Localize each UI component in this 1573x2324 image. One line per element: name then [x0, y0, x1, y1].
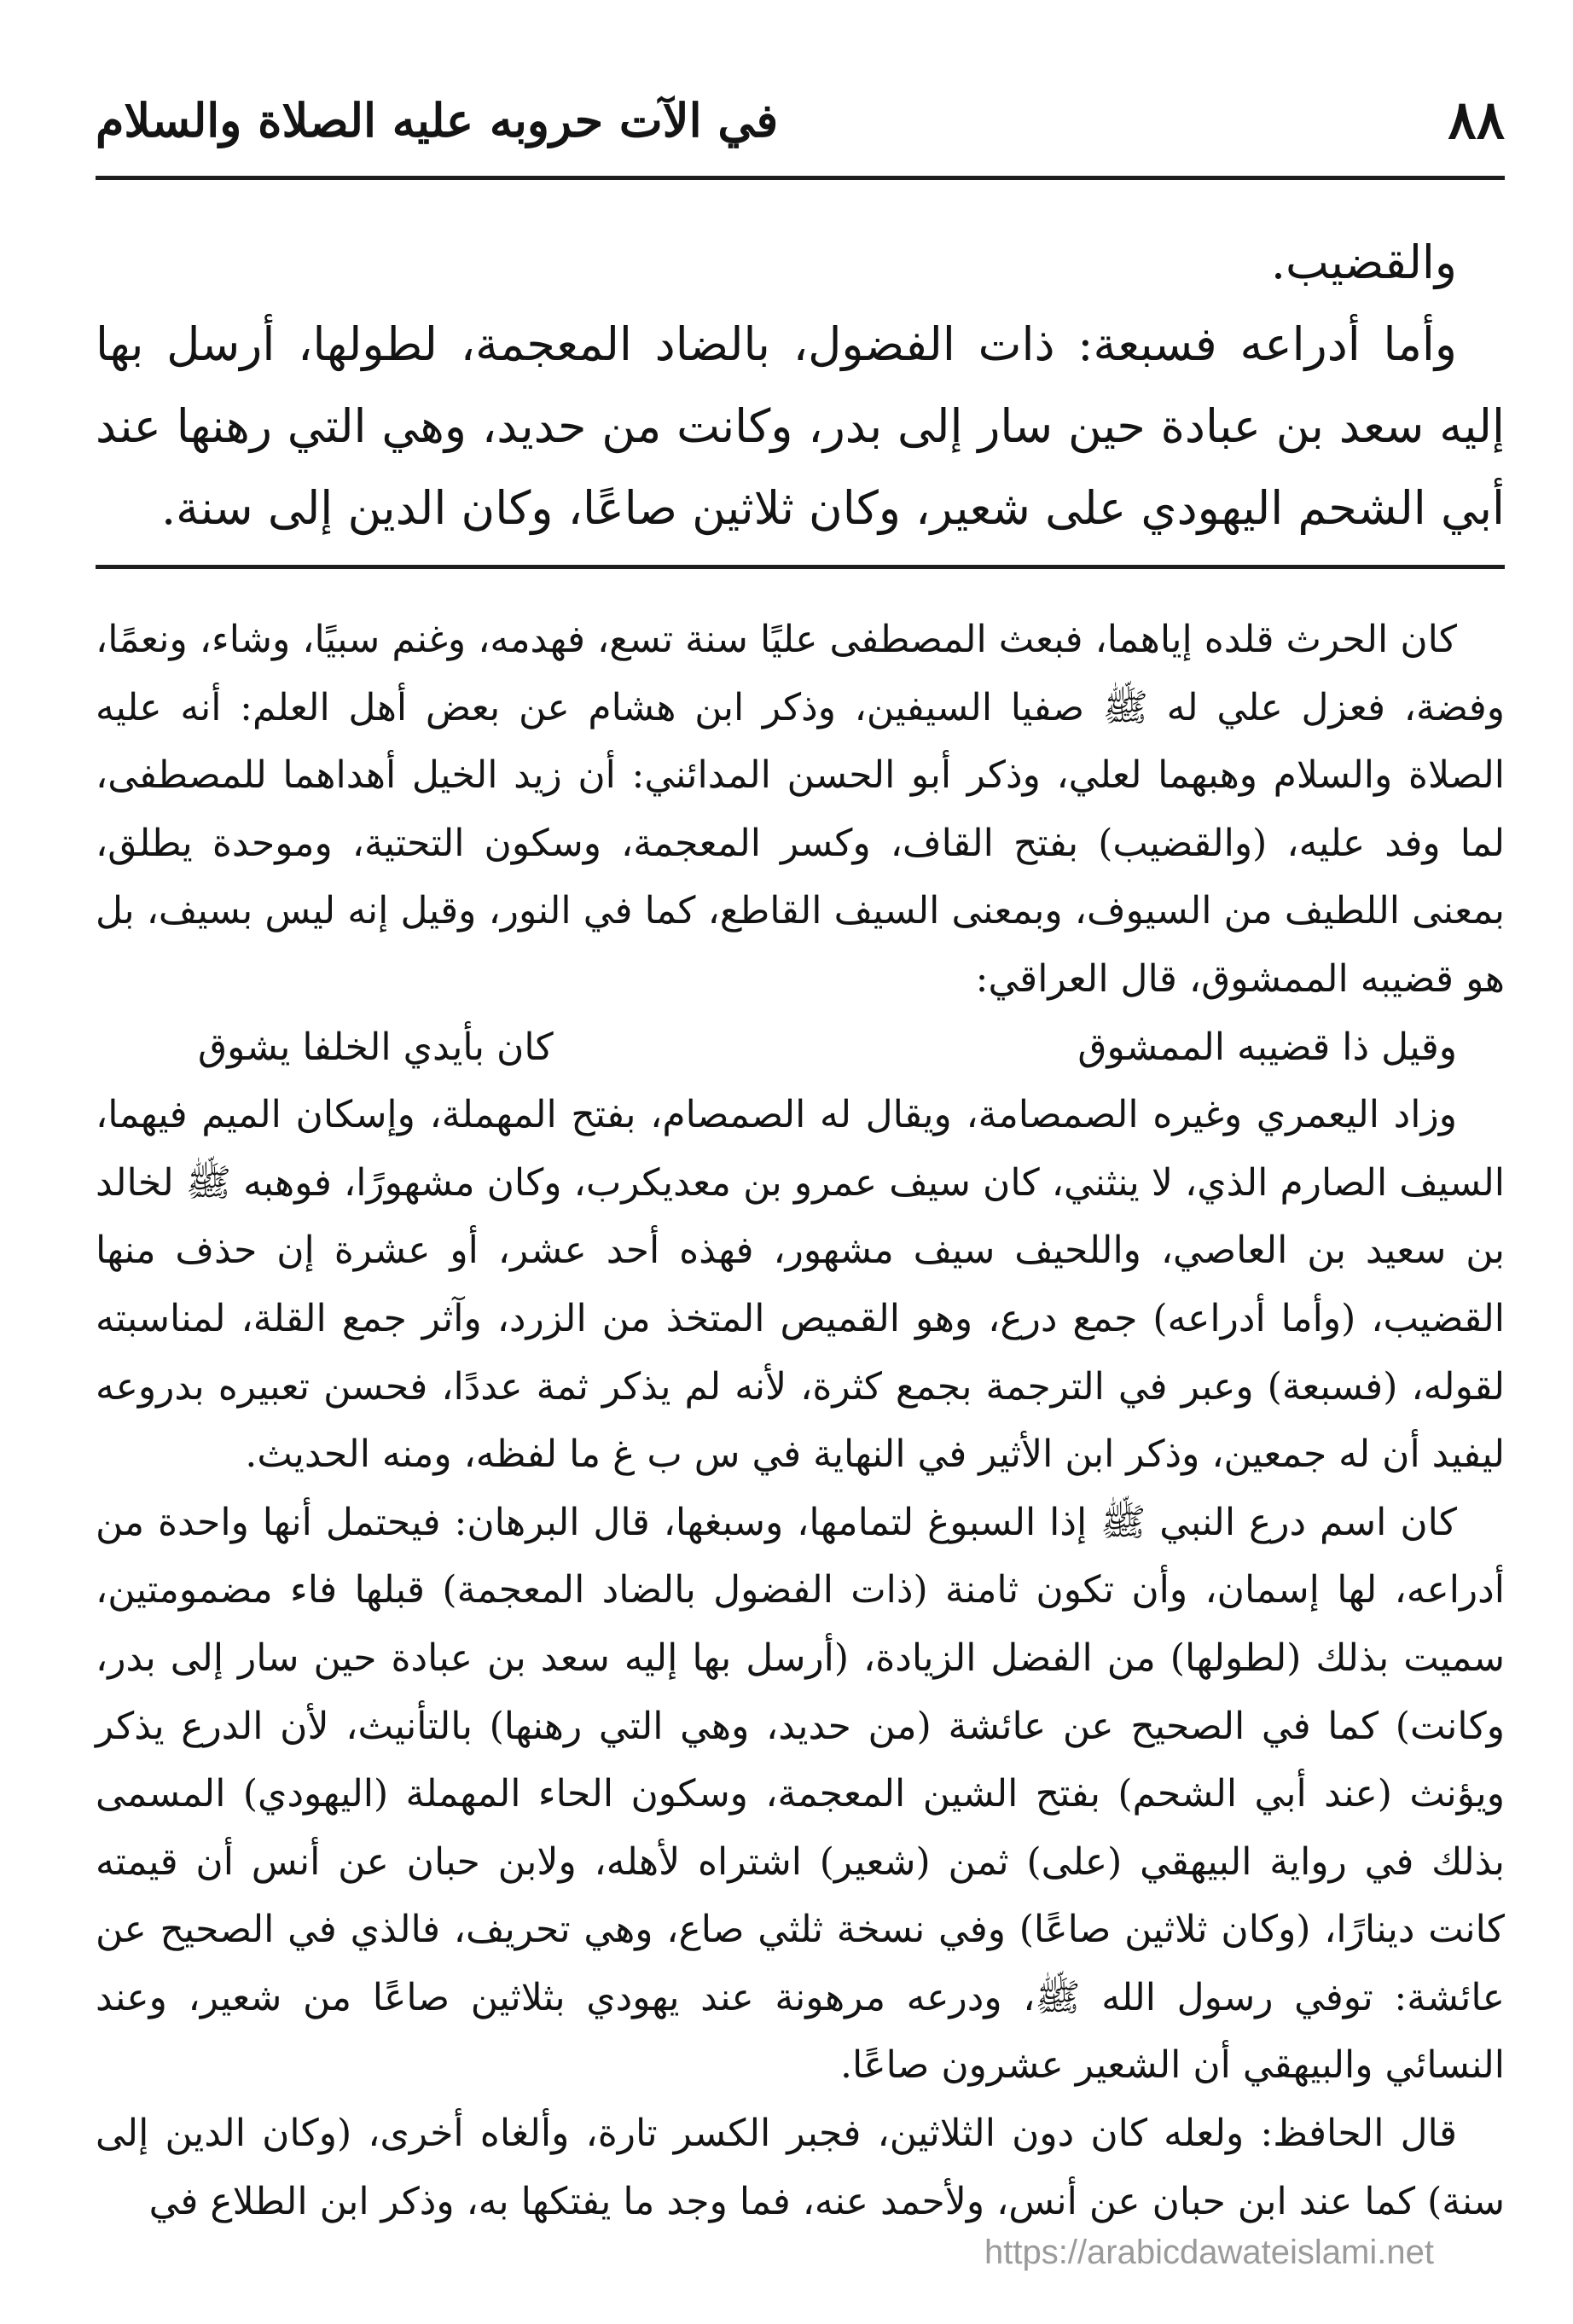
page-header [96, 82, 1505, 176]
commentary-paragraph-3: كان اسم درع النبي ﷺ إذا السبوغ لتمامها، وسبغها، قال البرهان: فيحتمل أنها واحدة من أدراعه، لها إسمان، وأن تكون ثامنة (ذات الفضول بالضاد المعجمة) قبلها فاء مضمومتين، سميت بذلك (لطولها) من الفضل الزيادة، (أرسل بها إليه سعد بن عبادة حين سار إلى بدر، وكانت) كما في الصحيح عن عائشة (من حديد، وهي التي رهنها) بالتأنيث، لأن الدرع يذكر ويؤنث (عند أبي الشحم) بفتح الشين المعجمة، وسكون الحاء المهملة (اليهودي) المسمى بذلك في رواية البيهقي (على) ثمن (شعير) اشتراه لأهله، ولابن حبان عن أنس أن قيمته كانت دينارًا، (وكان ثلاثين صاعًا) وفي نسخة ثلثي صاع، وهي تحريف، فالذي في الصحيح عن عائشة: توفي رسول الله ﷺ، ودرعه مرهونة عند يهودي بثلاثين صاعًا من شعير، وعند النسائي والبيهقي أن الشعير عشرون صاعًا. [96, 1500, 1505, 2088]
commentary-paragraph-1: كان الحرث قلده إياهما، فبعث المصطفى عليًا سنة تسع، فهدمه، وغنم سبيًا، وشاء، ونعمًا، وفضة، فعزل علي له ﷺ صفيا السيفين، وذكر ابن هشام عن بعض أهل العلم: أنه عليه الصلاة والسلام وهبهما لعلي، وذكر أبو الحسن المدائني: أن زيد الخيل أهداهما للمصطفى، لما وفد عليه، (والقضيب) بفتح القاف، وكسر المعجمة، وسكون التحتية، وموحدة يطلق، بمعنى اللطيف من السيوف، وبمعنى السيف القاطع، كما في النور، وقيل إنه ليس بسيف، بل هو قضيبه الممشوق، قال العراقي: [96, 618, 1505, 1001]
page-number: ٨٨ [1448, 89, 1505, 151]
commentary-paragraph-2: وزاد اليعمري وغيره الصمصامة، ويقال له الصمصام، بفتح المهملة، وإسكان الميم فيهما، السيف الصارم الذي، لا ينثني، كان سيف عمرو بن معديكرب، وكان مشهورًا، فوهبه ﷺ لخالد بن سعيد بن العاصي، واللحيف سيف مشهور، فهذه أحد عشر، أو عشرة إن حذف منها القضيب، (وأما أدراعه) جمع درع، وهو القميص المتخذ من الزرد، وآثر جمع القلة، لمناسبته لقوله، (فسبعة) وعبر في الترجمة بجمع كثرة، لأنه لم يذكر ثمة عددًا، فحسن تعبيره بدروعه ليفيد أن له جمعين، وذكر ابن الأثير في النهاية في س ب غ ما لفظه، ومنه الحديث. [96, 1093, 1505, 1477]
commentary-separator [96, 565, 1505, 569]
header-rule [96, 176, 1505, 180]
main-text-paragraph: وأما أدراعه فسبعة: ذات الفضول، بالضاد المعجمة، لطولها، أرسل بها إليه سعد بن عبادة حين سار إلى بدر، وكانت من حديد، وهي التي رهنها عند أبي الشحم اليهودي على شعير، وكان ثلاثين صاعًا، وكان الدين إلى سنة. [96, 317, 1505, 535]
main-text-opening: والقضيب. [1270, 235, 1457, 289]
poem-verse [96, 1014, 1505, 1082]
running-title: في الآت حروبه عليه الصلاة والسلام [96, 93, 779, 148]
commentary-text [96, 606, 1505, 2235]
verse-first-hemistich: وقيل ذا قضيبه الممشوق [1077, 1025, 1457, 1069]
verse-second-hemistich: كان بأيدي الخلفا يشوق [198, 1025, 554, 1069]
source-watermark: https://arabicdawateislami.net [984, 2234, 1434, 2271]
main-text [96, 222, 1505, 549]
commentary-paragraph-4: قال الحافظ: ولعله كان دون الثلاثين، فجبر الكسر تارة، وألغاه أخرى، (وكان الدين إلى سنة) كما عند ابن حبان عن أنس، ولأحمد عنه، فما وجد ما يفتكها به، وذكر ابن الطلاع في [96, 2112, 1505, 2223]
